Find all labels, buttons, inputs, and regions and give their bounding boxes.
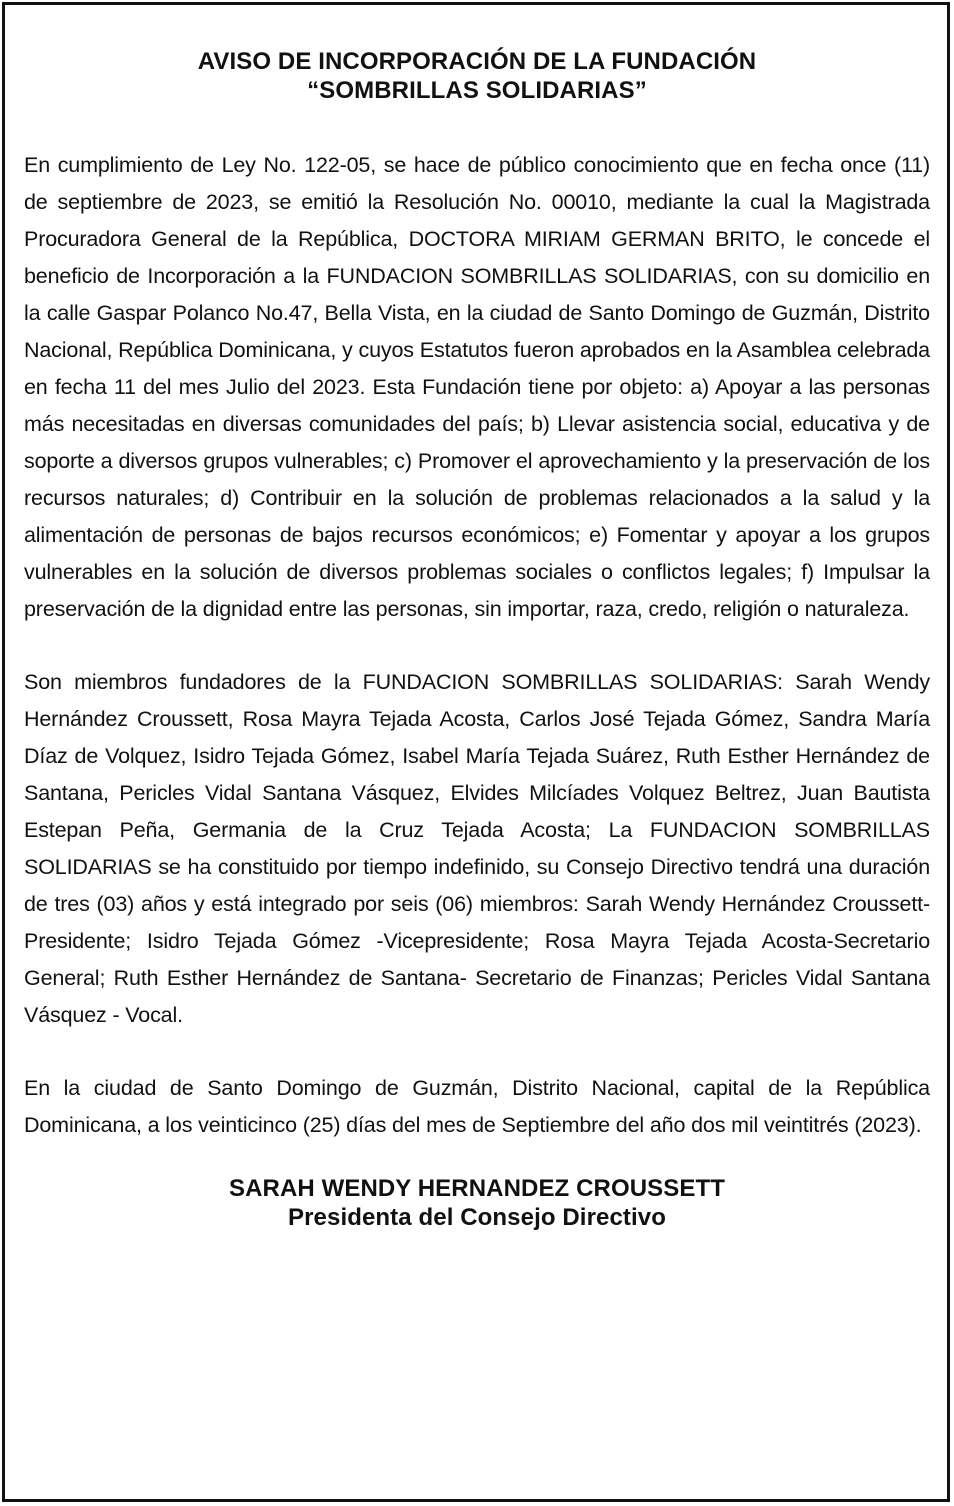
- paragraph-place-date: En la ciudad de Santo Domingo de Guzmán, Distrito Nacional, capital de la República Dominicana, a los veinticinco (25) días del mes de Septiembre del año dos mil veintitrés (2023).: [24, 1076, 930, 1137]
- paragraph-resolution: En cumplimiento de Ley No. 122-05, se hace de público conocimiento que en fecha once (11) de septiembre de 2023, se emitió la Resolución No. 00010, mediante la cual la Magistrada Procuradora General de la República, DOCTORA MIRIAM GERMAN BRITO, le concede el beneficio de Incorporación a la FUNDACION SOMBRILLAS SOLIDARIAS, con su domicilio en la calle Gaspar Polanco No.47, Bella Vista, en la ciudad de Santo Domingo de Guzmán, Distrito Nacional, República Dominicana, y cuyos Estatutos fueron aprobados en la Asamblea celebrada en fecha 11 del mes Julio del 2023. Esta Fundación tiene por objeto: a) Apoyar a las personas más necesitadas en diversas comunidades del país; b) Llevar asistencia social, educativa y de soporte a diversos grupos vulnerables; c) Promover el aprovechamiento y la preservación de los recursos naturales; d) Contribuir en la solución de problemas relacionados a la salud y la alimentación de personas de bajos recursos económicos; e) Fomentar y apoyar a los grupos vulnerables en la solución de diversos problemas sociales o conflictos legales; f) Impulsar la preservación de la dignidad entre las personas, sin importar, raza, credo, religión o naturaleza.: [24, 153, 930, 621]
- notice-title-line-2: “SOMBRILLAS SOLIDARIAS”: [307, 77, 647, 104]
- paragraph-founding-members: Son miembros fundadores de la FUNDACION SOMBRILLAS SOLIDARIAS: Sarah Wendy Hernández Croussett, Rosa Mayra Tejada Acosta, Carlos José Tejada Gómez, Sandra María Díaz de Volquez, Isidro Tejada Gómez, Isabel María Tejada Suárez, Ruth Esther Hernández de Santana, Pericles Vidal Santana Vásquez, Elvides Milcíades Volquez Beltrez, Juan Bautista Estepan Peña, Germania de la Cruz Tejada Acosta; La FUNDACION SOMBRILLAS SOLIDARIAS se ha constituido por tiempo indefinido, su Consejo Directivo tendrá una duración de tres (03) años y está integrado por seis (06) miembros: Sarah Wendy Hernández Croussett-Presidente; Isidro Tejada Gómez -Vicepresidente; Rosa Mayra Tejada Acosta-Secretario General; Ruth Esther Hernández de Santana- Secretario de Finanzas; Pericles Vidal Santana Vásquez - Vocal.: [24, 670, 930, 1027]
- signature-name: SARAH WENDY HERNANDEZ CROUSSETT: [228, 1175, 725, 1202]
- notice-content: [24, 5, 930, 1232]
- notice-title-line-1: AVISO DE INCORPORACIÓN DE LA FUNDACIÓN: [197, 48, 757, 75]
- notice-title: [24, 47, 930, 105]
- signature-role: Presidenta del Consejo Directivo: [288, 1204, 666, 1231]
- notice-border-frame: [2, 2, 950, 1502]
- signature-block: [24, 1174, 930, 1232]
